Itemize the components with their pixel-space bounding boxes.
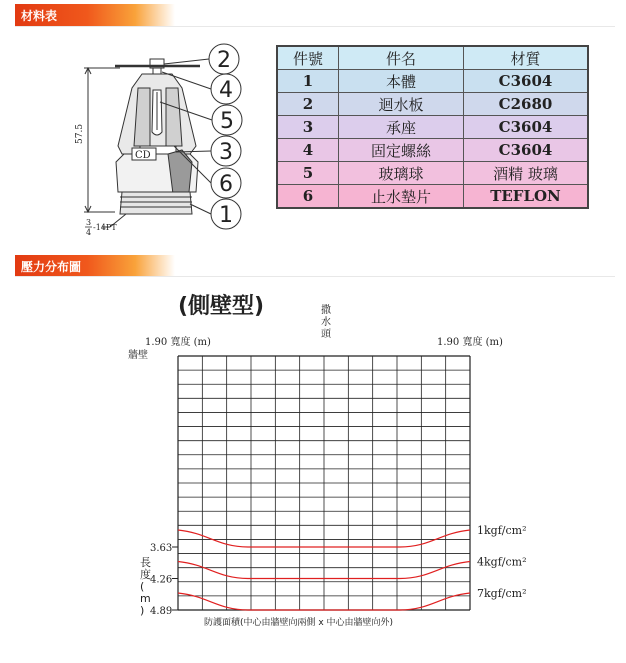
part-name: 止水墊片 xyxy=(339,185,464,209)
sprinkler-label: 撒水頭 xyxy=(321,305,331,340)
table-row xyxy=(277,93,588,116)
part-material: C2680 xyxy=(464,93,589,116)
thread-label-den: 4 xyxy=(86,228,92,237)
section-header-pressure xyxy=(15,255,175,277)
series-label: 1kgf/cm² xyxy=(477,524,527,537)
callout-2: 2 xyxy=(217,48,231,73)
sprinkler-part-drawing xyxy=(70,42,280,242)
part-no: 1 xyxy=(277,70,339,93)
part-name: 本體 xyxy=(339,70,464,93)
y-tick-label: 4.89 xyxy=(150,606,173,617)
y-tick-label: 4.26 xyxy=(150,574,173,586)
table-row xyxy=(277,116,588,139)
part-name: 承座 xyxy=(339,116,464,139)
part-no: 3 xyxy=(277,116,339,139)
part-no: 4 xyxy=(277,139,339,162)
callout-1: 1 xyxy=(219,203,233,228)
section-title-materials: 材料表 xyxy=(21,9,58,23)
divider xyxy=(15,276,615,277)
part-material: C3604 xyxy=(464,116,589,139)
table-row xyxy=(277,139,588,162)
y-axis-label: 長度( m ) xyxy=(140,556,151,617)
dimension-height: 57.5 xyxy=(75,123,85,144)
callout-6: 6 xyxy=(219,172,233,197)
callout-4: 4 xyxy=(219,78,233,103)
body-stamp: CD xyxy=(135,150,151,161)
callout-5: 5 xyxy=(220,109,234,134)
y-ticks xyxy=(150,543,178,617)
thread-label-num: 3 xyxy=(86,218,92,227)
table-header-row xyxy=(277,46,588,70)
pressure-distribution-chart xyxy=(100,283,560,633)
part-material: C3604 xyxy=(464,139,589,162)
top-right-width-label: 1.90 寬度 (m) xyxy=(437,337,503,348)
part-material: TEFLON xyxy=(464,185,589,209)
callout-3: 3 xyxy=(219,140,233,165)
section-title-pressure: 壓力分布圖 xyxy=(21,260,82,274)
wall-label: 牆壁 xyxy=(128,350,148,361)
header-material: 材質 xyxy=(464,46,589,70)
chart-title: (側壁型) xyxy=(178,294,265,319)
part-name: 玻璃球 xyxy=(339,162,464,185)
chart-grid xyxy=(178,356,470,610)
top-left-width-label: 1.90 寬度 (m) xyxy=(145,337,211,348)
part-name: 迴水板 xyxy=(339,93,464,116)
section-header-materials xyxy=(15,4,175,26)
part-material: 酒精 玻璃 xyxy=(464,162,589,185)
divider xyxy=(15,26,615,27)
thread-label-suffix: -14PT xyxy=(93,223,117,232)
y-tick-label: 3.63 xyxy=(150,543,173,554)
series-labels xyxy=(477,524,526,600)
part-no: 5 xyxy=(277,162,339,185)
part-no: 6 xyxy=(277,185,339,209)
series-label: 4kgf/cm² xyxy=(477,555,527,569)
table-row xyxy=(277,70,588,93)
x-axis-label: 防護面積(中心由牆壁向兩側 x 中心由牆壁向外) xyxy=(204,618,394,628)
table-row xyxy=(277,185,588,209)
header-part-no: 件號 xyxy=(277,46,339,70)
series-label: 7kgf/cm² xyxy=(477,587,527,600)
part-no: 2 xyxy=(277,93,339,116)
material-table xyxy=(276,45,589,209)
table-row xyxy=(277,162,588,185)
part-material: C3604 xyxy=(464,70,589,93)
header-part-name: 件名 xyxy=(339,46,464,70)
part-name: 固定螺絲 xyxy=(339,139,464,162)
